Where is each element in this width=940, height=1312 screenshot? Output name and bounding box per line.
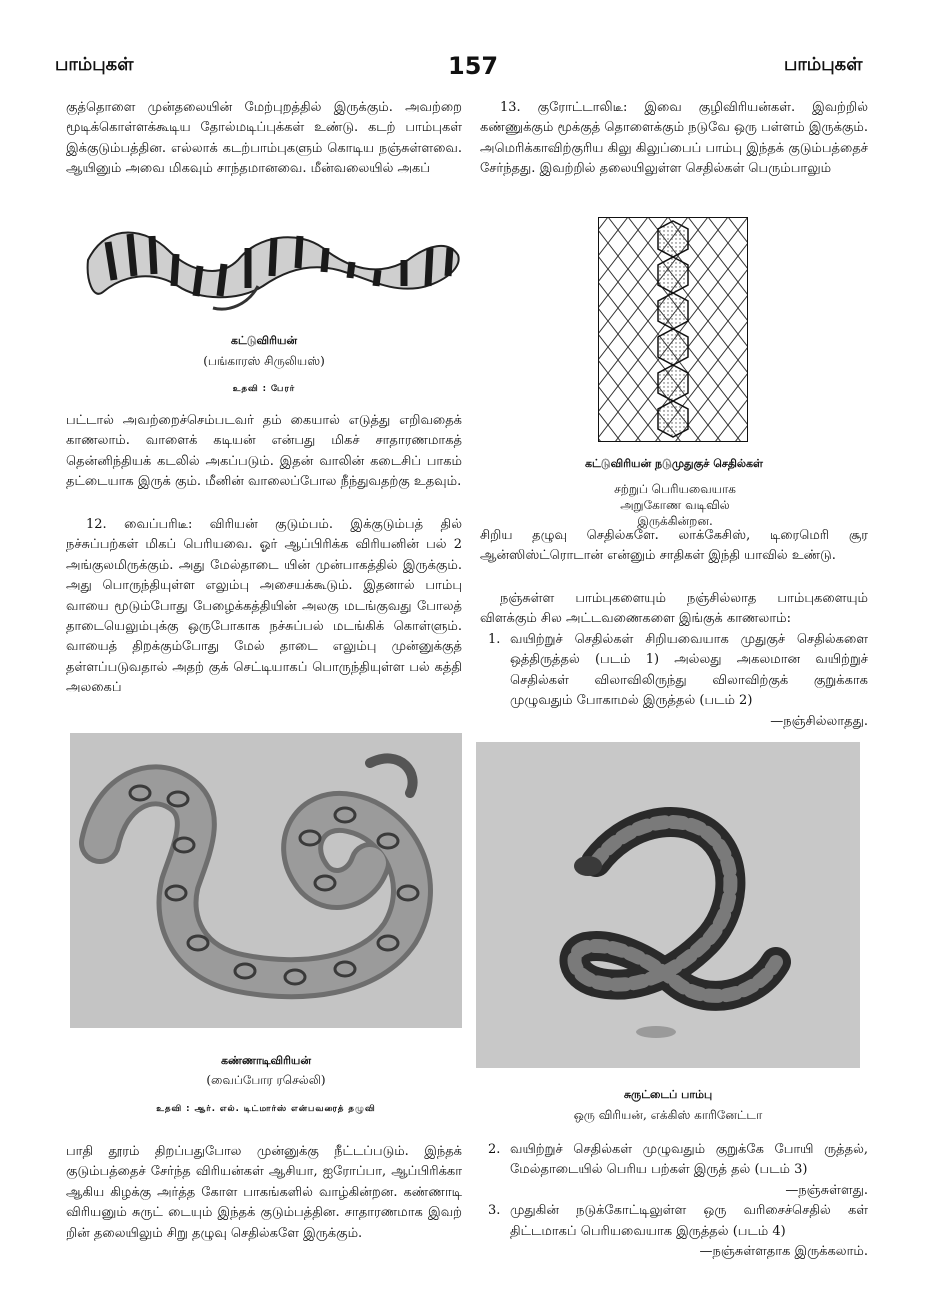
figure3-credit: உதவி : ஆர். எல். டிட்மார்ஸ் என்பவரைத் தழுவி bbox=[156, 1104, 376, 1114]
left-paragraph-3: 12. வைப்பரிடீ: விரியன் குடும்பம். இக்குடும்பத் தில் நச்சுப்பற்கள் மிகப் பெரியவை. ஓர் ஆப்பிரிக்க விரியனின் பல் 2 அங்குலமிருக்கும். அது மேல்தாடை யின் முன்பாகத்தில் இருக்கும். அது பொருந்தியுள்ள எலும்பு அசையக்கூடும். இதனால் பாம்பு வாயை மூடும்போது பேழைக்கத்தியின் அலகு மடங்குவது போலத் தாடையெலும்புக்கு ஒருபோகாக நச்சுப்பல் மடங்கிக் கொள்ளும். வாயைத் திறக்கும்போது மேல் தாடை எலும்பு முன்னுக்குத் தள்ளப்படுவதால் அதற் குக் செட்டியாகப் பொருந்தியுள்ள பல் கத்தி அலகைப் bbox=[66, 517, 462, 696]
right-paragraph-1: 13. குரோட்டாலிடீ: இவை குழிவிரியன்கள். இவற்றில் கண்ணுக்கும் மூக்குத் தொளைக்கும் நடுவே ஒரு பள்ளம் இருக்கும். அமெரிக்காவிற்குரிய கிலு கிலுப்பைப் பாம்பு இந்தக் குடும்பத்தைச் சேர்ந்தது. இவற்றில் தலையிலுள்ள செதில்கள் பெரும்பாலும் bbox=[480, 100, 868, 177]
right-paragraph-2: சிறிய தழுவு செதில்களே. லாக்கேசிஸ், டிரைமெரி சூர ஆன்ஸிஸ்ட்ரொடான் என்னும் சாதிகள் இந்தி யாவில் உண்டு. bbox=[480, 528, 868, 564]
list-item: 1. வயிற்றுச் செதில்கள் சிறியவையாக முதுகுச் செதில்களை ஒத்திருத்தல் (படம் 1) அல்லது அகலமான வயிற்றுச் செதில்கள் விலாவிலிருந்து விலாவிற்குக் குறுக்காக முழுவதும் போகாமல் இருத்தல் (படம் 2) —நஞ்சில்லாதது. bbox=[488, 632, 868, 729]
figure4-title: சுருட்டைப் பாம்பு bbox=[623, 1088, 713, 1101]
running-head-right: பாம்புகள் bbox=[784, 54, 863, 75]
figure3-scientific-name: (வைப்போர ரசெல்லி) bbox=[206, 1073, 326, 1087]
figure1-title: கட்டுவிரியன் bbox=[230, 334, 298, 347]
figure3-title: கண்ணாடிவிரியன் bbox=[220, 1054, 312, 1067]
figure2-title: கட்டுவிரியன் நடுமுதுகுச் செதில்கள் bbox=[585, 457, 763, 470]
figure1-scientific-name: (பங்காரஸ் சிருலியஸ்) bbox=[203, 354, 325, 368]
list-item: 3. முதுகின் நடுக்கோட்டிலுள்ள ஒரு வரிசைச்செதில் கள் திட்டமாகப் பெரியவையாக இருத்தல் (படம் 4) —நஞ்சுள்ளதாக இருக்கலாம். bbox=[488, 1203, 868, 1260]
page-number: 157 bbox=[448, 52, 499, 80]
left-paragraph-4: பாதி தூரம் திறப்பதுபோல முன்னுக்கு நீட்டப்படும். இந்தக் குடும்பத்தைச் சேர்ந்த விரியன்கள் ஆசியா, ஐரோப்பா, ஆப்பிரிக்கா ஆகிய கிழக்கு அர்த்த கோள பாகங்களில் வாழ்கின்றன. கண்ணாடி விரியனும் சுருட் டையும் இந்தக் குடும்பத்தின. சாதாரணமாக இவற் றின் தலையிலும் சிறு தழுவு செதில்களே இருக்கும். bbox=[66, 1144, 462, 1241]
figure4-scientific-name: ஒரு விரியன், எக்கிஸ் காரினேட்டா bbox=[573, 1108, 763, 1122]
key-list-top bbox=[488, 630, 868, 732]
list-item: 2. வயிற்றுச் செதில்கள் முழுவதும் குறுக்கே போயி ருத்தல், மேல்தாடையில் பெரிய பற்கள் இருத் தல் (படம் 3) —நஞ்சுள்ளது. bbox=[488, 1142, 868, 1198]
figure1-credit: உதவி : பேரர் bbox=[232, 384, 296, 394]
running-head-left: பாம்புகள் bbox=[55, 54, 134, 75]
russells-viper-photo bbox=[70, 733, 462, 1028]
left-paragraph-2: பட்டால் அவற்றைச்செம்படவர் தம் கையால் எடுத்து எறிவதைக் காணலாம். வாளைக் கடியன் என்பது மிகச் சாதாரணமாகத் தென்னிந்தியக் கடலில் அகப்படும். இதன் வாலின் கடைசிப் பாகம் தட்டையாக இருக் கும். மீனின் வாலைப்போல நீந்துவதற்கு உதவும். bbox=[66, 413, 462, 490]
saw-scaled-viper-photo bbox=[476, 742, 860, 1068]
key-list-bottom bbox=[488, 1140, 868, 1262]
krait-illustration bbox=[78, 200, 468, 320]
left-paragraph-1: குத்தொளை முன்தலையின் மேற்புறத்தில் இருக்கும். அவற்றை மூடிக்கொள்ளக்கூடிய தோல்மடிப்புக்கள் உண்டு. கடற் பாம்புகள் இக்குடும்பத்தின. எல்லாக் கடற்பாம்புகளும் கொடிய நஞ்சுள்ளவை. ஆயினும் அவை மிகவும் சாந்தமானவை. மீன்வலையில் அகப் bbox=[66, 100, 462, 177]
figure2-caption: சற்றுப் பெரியவையாக அறுகோண வடிவில் இருக்கின்றன. bbox=[614, 482, 736, 528]
right-paragraph-3: நஞ்சுள்ள பாம்புகளையும் நஞ்சில்லாத பாம்புகளையும் விளக்கும் சில அட்டவணைகளை இங்குக் காணலாம்: bbox=[480, 591, 868, 627]
scale-diagram bbox=[598, 217, 748, 442]
